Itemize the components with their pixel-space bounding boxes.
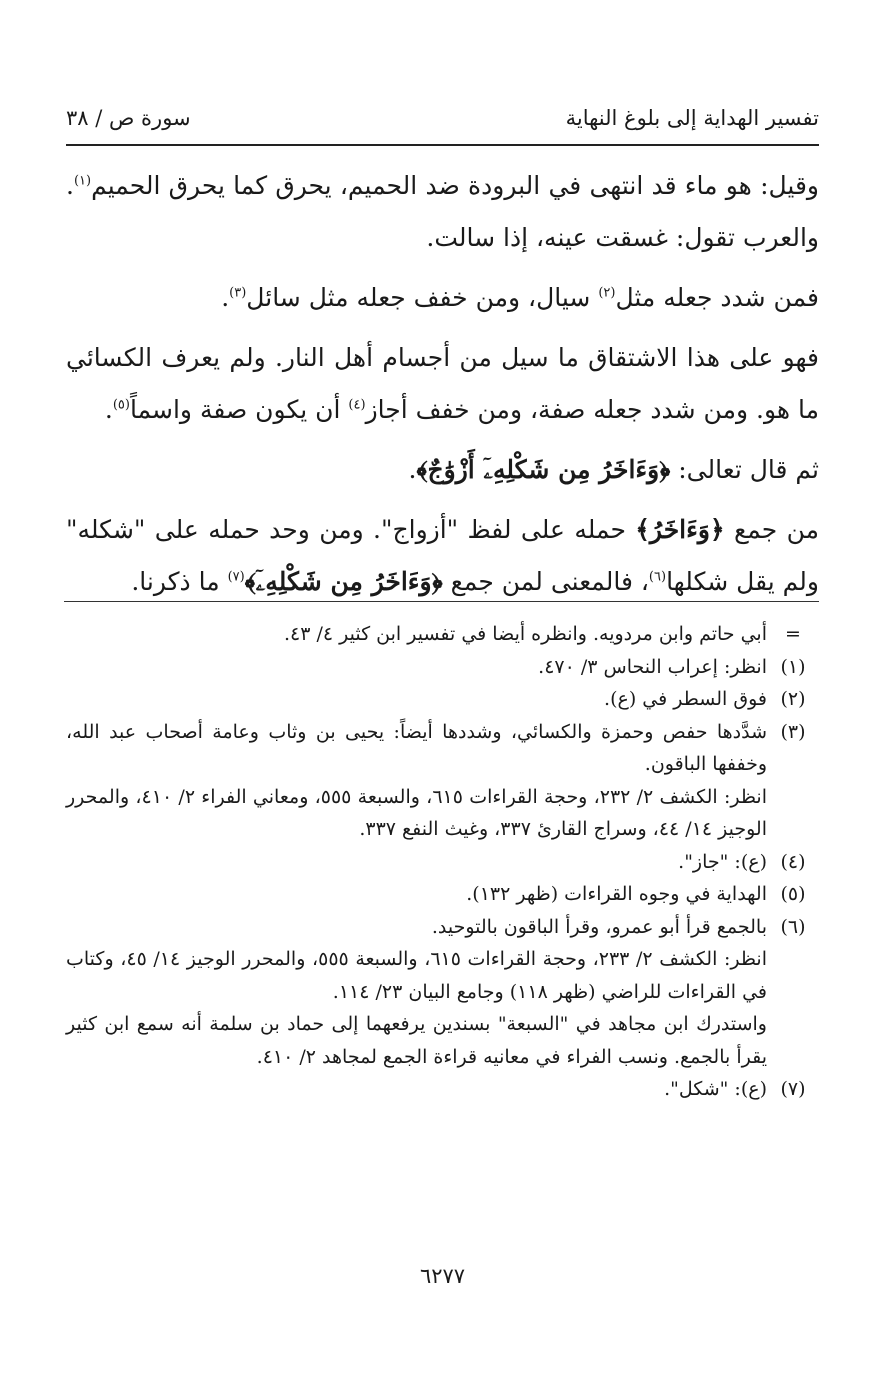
quran-verse: ﴿وَءَاخَرُ﴾ [635, 515, 725, 544]
footnote-line: شدَّدها حفص وحمزة والكسائي، وشددها أيضاً: يحيى بن وثاب وعامة أصحاب عبد الله، وخففها الباقون. [66, 720, 767, 775]
footnote-marker: (٢) [780, 688, 806, 710]
paragraph-text: سيال، ومن خفف جعله مثل سائل [246, 283, 599, 312]
paragraph-text: وقيل: هو ماء قد انتهى في البرودة ضد الحميم، يحرق كما يحرق الحميم [91, 171, 819, 200]
footnote-line: الهداية في وجوه القراءات (ظهر ١٣٢). [466, 883, 767, 905]
paragraph-text: فمن شدد جعله مثل [615, 283, 819, 312]
footnote-item [66, 878, 819, 911]
footnote-separator [64, 601, 819, 602]
footnote-marker: (٧) [780, 1078, 806, 1100]
footnote-marker: (٣) [780, 720, 806, 743]
footnote-ref-7: (٧) [227, 569, 245, 585]
footnote-body [66, 846, 767, 879]
footnote-line: (ع): "جاز". [678, 850, 767, 873]
footnote-item [66, 683, 819, 716]
footnote-ref-6: (٦) [648, 569, 667, 585]
paragraph-2 [66, 272, 819, 324]
footnote-line: واستدرك ابن مجاهد في "السبعة" بسندين يرفعهما إلى حماد بن سلمة أنه سمع ابن كثير يقرأ بالجمع. ونسب الفراء في معانيه قراءة الجمع لمجاهد ٢/ ٤١٠. [66, 1013, 767, 1068]
running-header [66, 98, 819, 138]
paragraph-text: فهو على هذا الاشتقاق ما سيل من أجسام أهل النار. ولم يعرف الكسائي ما هو. ومن شدد جعله صفة، ومن خفف أجاز [66, 343, 819, 424]
footnote-item [66, 618, 819, 651]
footnote-ref-4: (٤) [348, 397, 366, 413]
paragraph-3 [66, 332, 819, 436]
paragraph-1 [66, 160, 819, 264]
surah-page-label: سورة ص / ٣٨ [66, 106, 191, 130]
footnote-line: انظر: الكشف ٢/ ٢٣٢، وحجة القراءات ٦١٥، والسبعة ٥٥٥، ومعاني الفراء ٢/ ٤١٠، والمحرر الوجيز ١٤/ ٤٤، وسراج القارئ ٣٣٧، وغيث النفع ٣٣٧. [66, 785, 767, 840]
footnote-marker: (٤) [780, 850, 806, 873]
paragraph-text: . [408, 455, 417, 484]
footnote-marker: (٦) [780, 915, 806, 938]
paragraph-text: . [104, 395, 113, 424]
footnote-line: فوق السطر في (ع). [604, 688, 767, 710]
paragraph-text: . والعرب تقول: غسقت عينه، إذا سالت. [66, 171, 819, 252]
paragraph-4 [66, 444, 819, 496]
footnote-body [66, 911, 767, 1074]
footnote-line: انظر: الكشف ٢/ ٢٣٣، وحجة القراءات ٦١٥، والسبعة ٥٥٥، والمحرر الوجيز ١٤/ ٤٥، وكتاب في القراءات للراضي (ظهر ١١٨) وجامع البيان ٢٣/ ١١٤. [66, 948, 768, 1003]
page-number: ٦٢٧٧ [419, 1264, 466, 1288]
footnote-item [66, 716, 819, 846]
footnote-line: (ع): "شكل". [664, 1078, 767, 1100]
main-text [66, 160, 819, 616]
paragraph-text: . [221, 283, 230, 312]
footnote-item [66, 911, 819, 1074]
footnote-body [66, 1073, 767, 1106]
footnote-body [66, 716, 767, 846]
footnote-ref-3: (٣) [229, 285, 247, 301]
footnotes [66, 618, 819, 1106]
footnote-marker: (١) [780, 655, 806, 678]
paragraph-text: ما ذكرنا. [131, 567, 228, 596]
footnote-ref-2: (٢) [598, 285, 616, 301]
header-rule [66, 144, 819, 146]
paragraph-text: أن يكون صفة واسماً [129, 395, 349, 424]
footnote-line: بالجمع قرأ أبو عمرو، وقرأ الباقون بالتوحيد. [431, 915, 767, 938]
footnote-line: انظر: إعراب النحاس ٣/ ٤٧٠. [538, 655, 767, 678]
footnote-item [66, 846, 819, 879]
paragraph-text: حمله على لفظ "أزواج". ومن وحد حمله على "شكله" ولم يقل شكلها [66, 515, 819, 596]
footnote-body [66, 651, 767, 684]
footnote-ref-5: (٥) [112, 397, 130, 413]
footnote-marker: (٥) [780, 883, 806, 905]
paragraph-5 [66, 504, 819, 608]
footnote-ref-1: (١) [73, 173, 92, 189]
footnote-marker: = [785, 623, 801, 645]
book-title: تفسير الهداية إلى بلوغ النهاية [565, 106, 819, 130]
footnote-body [66, 618, 767, 651]
footnote-body [66, 878, 767, 911]
paragraph-text: ، فالمعنى لمن جمع [442, 567, 649, 596]
footnote-line: أبي حاتم وابن مردويه. وانظره أيضا في تفسير ابن كثير ٤/ ٤٣. [283, 623, 767, 645]
footnote-item [66, 1073, 819, 1106]
quran-verse: ﴿وَءَاخَرُ مِن شَكْلِهِۦٓ﴾ [244, 567, 443, 596]
footnote-body [66, 683, 767, 716]
quran-verse: ﴿وَءَاخَرُ مِن شَكْلِهِۦٓ أَزْوَٰجٌ﴾ [416, 455, 671, 484]
paragraph-text: من جمع [724, 515, 819, 544]
footnote-item [66, 651, 819, 684]
paragraph-text: ثم قال تعالى: [670, 455, 819, 484]
